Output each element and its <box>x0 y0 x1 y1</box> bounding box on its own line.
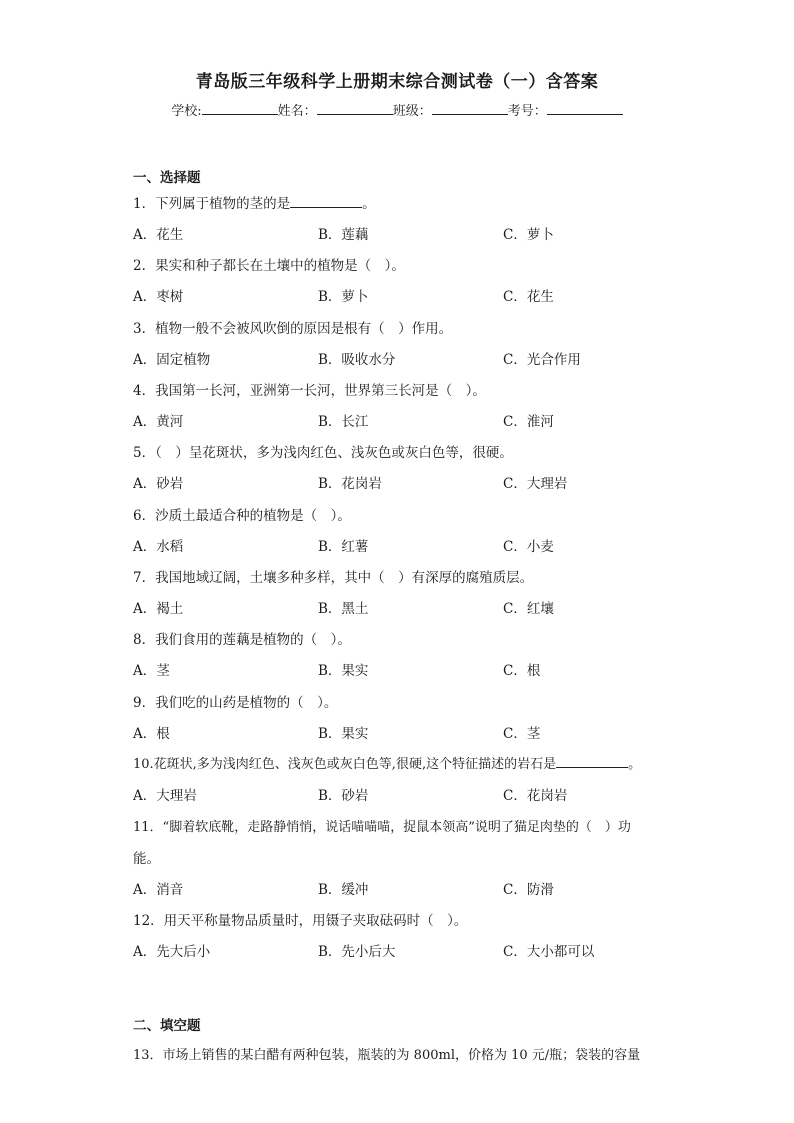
options-9 <box>133 722 693 742</box>
option-b[interactable]: B．红薯 <box>318 539 369 555</box>
class-label: 班级： <box>392 104 432 119</box>
option-a[interactable]: A．茎 <box>133 663 170 679</box>
question-text-end: 。 <box>362 196 376 212</box>
answer-blank[interactable] <box>556 755 628 768</box>
option-c[interactable]: C．小麦 <box>503 539 554 555</box>
question-4: 4．我国第一长河，亚洲第一长河，世界第三长河是（ ）。 <box>133 383 486 399</box>
option-c[interactable]: C．淮河 <box>503 414 554 430</box>
question-3: 3．植物一般不会被风吹倒的原因是根有（ ）作用。 <box>133 321 453 337</box>
student-info-line <box>0 100 794 119</box>
options-5 <box>133 472 693 492</box>
option-a[interactable]: A．花生 <box>133 227 184 243</box>
option-c[interactable]: C．茎 <box>503 726 541 742</box>
option-a[interactable]: A．固定植物 <box>133 352 211 368</box>
option-b[interactable]: B．黑土 <box>318 601 369 617</box>
option-c[interactable]: C．大小都可以 <box>503 944 595 960</box>
option-b[interactable]: B．花岗岩 <box>318 476 382 492</box>
name-blank[interactable] <box>317 101 393 115</box>
options-2 <box>133 285 693 305</box>
question-12: 12．用天平称量物品质量时，用镊子夹取砝码时（ ）。 <box>133 913 468 929</box>
question-2: 2．果实和种子都长在土壤中的植物是（ ）。 <box>133 258 405 274</box>
options-10 <box>133 784 693 804</box>
answer-blank[interactable] <box>290 195 362 208</box>
number-label: 考号： <box>507 104 547 119</box>
option-b[interactable]: B．先小后大 <box>318 944 396 960</box>
option-b[interactable]: B．果实 <box>318 663 369 679</box>
name-label: 姓名： <box>277 104 317 119</box>
option-a[interactable]: A．水稻 <box>133 539 184 555</box>
option-c[interactable]: C．花岗岩 <box>503 788 568 804</box>
option-a[interactable]: A．根 <box>133 726 170 742</box>
section-fill-heading: 二、填空题 <box>133 1018 201 1034</box>
section-choice-heading: 一、选择题 <box>133 170 201 186</box>
option-a[interactable]: A．黄河 <box>133 414 184 430</box>
option-a[interactable]: A．消音 <box>133 882 184 898</box>
option-a[interactable]: A．砂岩 <box>133 476 184 492</box>
option-b[interactable]: B．萝卜 <box>318 289 369 305</box>
question-text: 1．下列属于植物的茎的是 <box>133 196 291 212</box>
option-a[interactable]: A．先大后小 <box>133 944 211 960</box>
question-5: 5．（ ）呈花斑状，多为浅肉红色、浅灰色或灰白色等，很硬。 <box>133 445 513 461</box>
options-7 <box>133 597 693 617</box>
question-text-end: 。 <box>628 757 642 772</box>
options-11 <box>133 878 693 898</box>
option-b[interactable]: B．吸收水分 <box>318 352 396 368</box>
question-6: 6．沙质土最适合种的植物是（ ）。 <box>133 508 351 524</box>
school-blank[interactable] <box>202 101 278 115</box>
option-c[interactable]: C．大理岩 <box>503 476 568 492</box>
option-b[interactable]: B．果实 <box>318 726 369 742</box>
options-1 <box>133 223 693 243</box>
question-7: 7．我国地域辽阔，土壤多种多样，其中（ ）有深厚的腐殖质层。 <box>133 570 534 586</box>
option-c[interactable]: C．红壤 <box>503 601 554 617</box>
number-blank[interactable] <box>547 101 623 115</box>
question-11-continued: 能。 <box>133 851 160 867</box>
option-b[interactable]: B．长江 <box>318 414 369 430</box>
option-c[interactable]: C．萝卜 <box>503 227 554 243</box>
option-c[interactable]: C．花生 <box>503 289 554 305</box>
option-c[interactable]: C．根 <box>503 663 541 679</box>
option-b[interactable]: B．缓冲 <box>318 882 369 898</box>
question-text: 10.花斑状,多为浅肉红色、浅灰色或灰白色等,很硬,这个特征描述的岩石是 <box>133 757 557 772</box>
options-3 <box>133 348 693 368</box>
question-8: 8．我们食用的莲藕是植物的（ ）。 <box>133 632 351 648</box>
option-a[interactable]: A．大理岩 <box>133 788 197 804</box>
question-1 <box>133 192 376 212</box>
option-b[interactable]: B．莲藕 <box>318 227 369 243</box>
question-9: 9．我们吃的山药是植物的（ ）。 <box>133 695 338 711</box>
options-12 <box>133 940 693 960</box>
option-c[interactable]: C．光合作用 <box>503 352 581 368</box>
option-b[interactable]: B．砂岩 <box>318 788 369 804</box>
option-a[interactable]: A．枣树 <box>133 289 184 305</box>
question-13: 13．市场上销售的某白醋有两种包装，瓶装的为 800ml，价格为 10 元/瓶；袋装的容量 <box>133 1048 641 1063</box>
page-title: 青岛版三年级科学上册期末综合测试卷（一）含答案 <box>195 72 599 92</box>
option-c[interactable]: C．防滑 <box>503 882 554 898</box>
options-8 <box>133 659 693 679</box>
options-4 <box>133 410 693 430</box>
option-a[interactable]: A．褐土 <box>133 601 184 617</box>
question-11: 11．“脚着软底靴，走路静悄悄，说话喵喵喵，捉鼠本领高”说明了猫足肉垫的（ ）功 <box>133 820 631 835</box>
class-blank[interactable] <box>432 101 508 115</box>
options-6 <box>133 535 693 555</box>
question-10 <box>133 753 641 772</box>
school-label: 学校: <box>171 104 202 119</box>
